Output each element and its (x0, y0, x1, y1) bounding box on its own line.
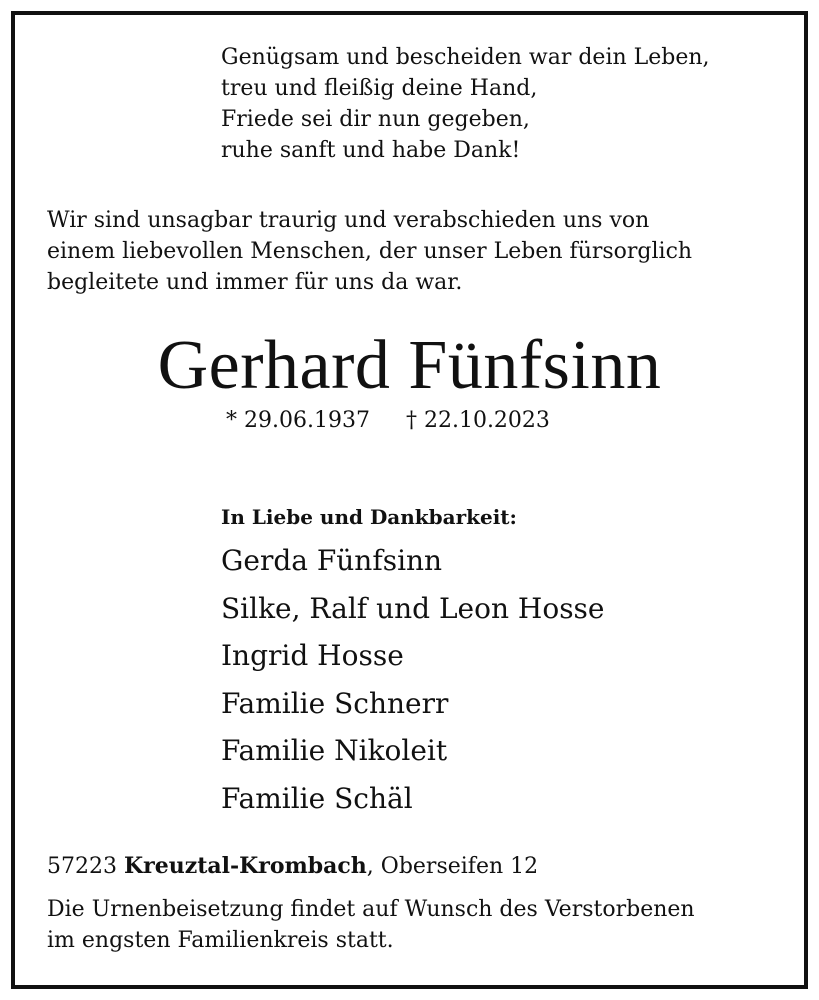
address-street: Oberseifen 12 (380, 854, 539, 879)
poem-line: Genügsam und bescheiden war dein Leben, (221, 45, 710, 70)
address-separator: , (366, 854, 374, 879)
closing-line: Die Urnenbeisetzung findet auf Wunsch des Verstorbenen (47, 897, 695, 922)
intro-text (47, 205, 787, 298)
mourner-name: Familie Schäl (221, 781, 413, 815)
address (47, 851, 538, 882)
intro-line: einem liebevollen Menschen, der unser Leben fürsorglich (47, 239, 693, 264)
intro-line: Wir sind unsagbar traurig und verabschieden uns von (47, 208, 650, 233)
address-city: Kreuztal-Krombach (124, 853, 367, 879)
mourner-name: Silke, Ralf und Leon Hosse (221, 591, 605, 625)
life-dates (226, 405, 550, 436)
intro-line: begleitete und immer für uns da war. (47, 270, 463, 295)
death-date: † 22.10.2023 (405, 408, 550, 433)
thanks-heading: In Liebe und Dankbarkeit: (221, 505, 517, 529)
poem-line: Friede sei dir nun gegeben, (221, 107, 530, 132)
mourner-name: Familie Nikoleit (221, 734, 448, 767)
poem-line: ruhe sanft und habe Dank! (221, 138, 521, 163)
closing-text (47, 894, 695, 956)
mourner-name: Familie Schnerr (221, 686, 449, 720)
mourners-list (221, 537, 605, 822)
poem-line: treu und fleißig deine Hand, (221, 76, 538, 101)
mourner-name: Gerda Fünfsinn (221, 544, 443, 577)
mourner-name: Ingrid Hosse (221, 639, 404, 672)
birth-date: * 29.06.1937 (226, 408, 370, 433)
address-postcode: 57223 (47, 854, 117, 879)
poem (221, 42, 710, 166)
deceased-name: Gerhard Fünfsinn (157, 327, 662, 404)
closing-line: im engsten Familienkreis statt. (47, 928, 394, 953)
